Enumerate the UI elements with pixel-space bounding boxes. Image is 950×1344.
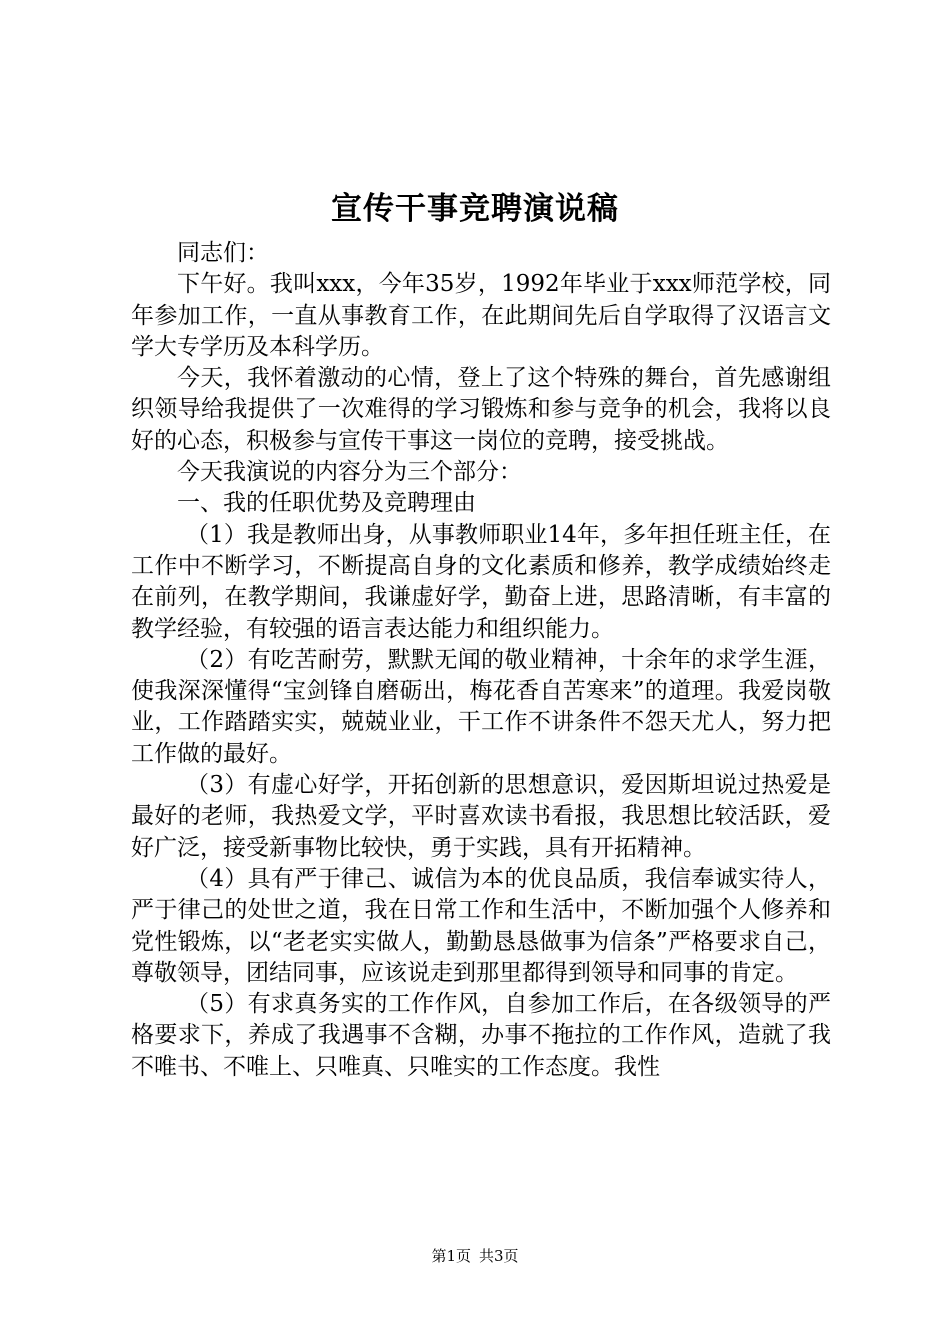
paragraph-point-3: （3）有虚心好学，开拓创新的思想意识，爱因斯坦说过热爱是最好的老师，我热爱文学，平时喜欢读书看报，我思想比较活跃，爱好广泛，接受新事物比较快，勇于实践，具有开拓精神。	[131, 772, 831, 861]
document-body	[131, 238, 831, 1083]
document-title: 宣传干事竞聘演说稿	[331, 191, 619, 227]
paragraph-point-1: （1）我是教师出身，从事教师职业14年，多年担任班主任，在工作中不断学习，不断提高自身的文化素质和修养，教学成绩始终走在前列，在教学期间，我谦虚好学，勤奋上进，思路清晰，有丰富的教学经验，有较强的语言表达能力和组织能力。	[131, 521, 831, 642]
paragraph-point-5: （5）有求真务实的工作作风，自参加工作后，在各级领导的严格要求下，养成了我遇事不含糊，办事不拖拉的工作作风，造就了我不唯书、不唯上、只唯真、只唯实的工作态度。我性	[131, 991, 831, 1080]
section-heading: 一、我的任职优势及竞聘理由	[177, 490, 476, 517]
paragraph-outline: 今天我演说的内容分为三个部分：	[177, 459, 522, 486]
page-total: 共3页	[479, 1247, 519, 1265]
paragraph-greeting: 下午好。我叫xxx，今年35岁，1992年毕业于xxx师范学校，同年参加工作，一直从事教育工作，在此期间先后自学取得了汉语言文学大专学历及本科学历。	[131, 271, 831, 360]
page-number: 第1页	[431, 1247, 471, 1265]
paragraph-salutation: 同志们：	[177, 240, 269, 266]
paragraph-point-2: （2）有吃苦耐劳，默默无闻的敬业精神，十余年的求学生涯，使我深深懂得“宝剑锋自磨砺出，梅花香自苦寒来”的道理。我爱岗敬业，工作踏踏实实，兢兢业业，干工作不讲条件不怨天尤人，努力把工作做的最好。	[131, 646, 831, 767]
paragraph-intro: 今天，我怀着激动的心情，登上了这个特殊的舞台，首先感谢组织领导给我提供了一次难得的学习锻炼和参与竞争的机会，我将以良好的心态，积极参与宣传干事这一岗位的竞聘，接受挑战。	[131, 365, 831, 454]
paragraph-point-4: （4）具有严于律己、诚信为本的优良品质，我信奉诚实待人，严于律己的处世之道，我在日常工作和生活中，不断加强个人修养和党性锻炼，以“老老实实做人，勤勤恳恳做事为信条”严格要求自己，尊敬领导，团结同事，应该说走到那里都得到领导和同事的肯定。	[131, 865, 831, 986]
page-footer	[0, 1246, 950, 1266]
